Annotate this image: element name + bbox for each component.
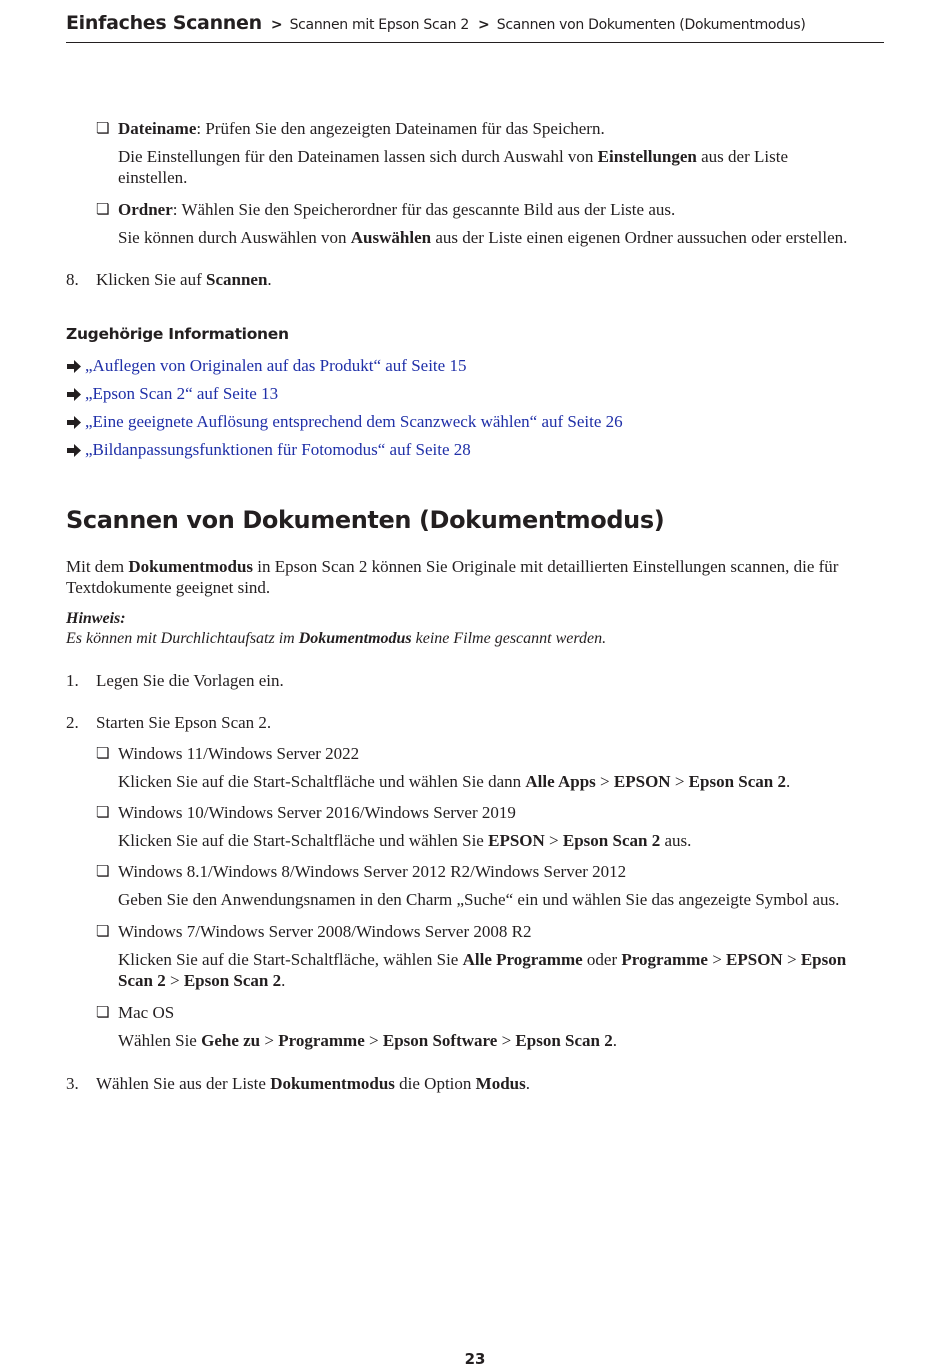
breadcrumb-separator: > xyxy=(478,17,490,33)
bullet-dateiname-note: Die Einstellungen für den Dateinamen lassen sich durch Auswahl von Einstellungen aus der Liste einstellen. xyxy=(118,147,788,187)
checkbox-bullet-icon: ❏ xyxy=(96,862,110,880)
checkbox-bullet-icon: ❏ xyxy=(96,922,110,940)
arrow-right-icon xyxy=(66,384,82,405)
section-intro: Mit dem Dokumentmodus in Epson Scan 2 können Sie Originale mit detaillierten Einstellungen scannen, die für Textdokumente geeignet sind. xyxy=(66,557,839,597)
related-info-heading: Zugehörige Informationen xyxy=(66,325,289,343)
bullet-ordner-note: Sie können durch Auswählen von Auswählen aus der Liste einen eigenen Ordner aussuchen oder erstellen. xyxy=(118,228,848,247)
breadcrumb-separator: > xyxy=(270,17,283,33)
bullet-label: Dateiname xyxy=(118,119,197,138)
related-link-bildanpassung[interactable]: „Bildanpassungsfunktionen für Fotomodus“ auf Seite 28 xyxy=(85,440,471,459)
step-number: 8. xyxy=(66,270,79,289)
step-3-text: Wählen Sie aus der Liste Dokumentmodus die Option Modus. xyxy=(96,1074,530,1093)
os-mac-instructions: Wählen Sie Gehe zu > Programme > Epson Software > Epson Scan 2. xyxy=(118,1031,617,1050)
related-link-epson-scan-2[interactable]: „Epson Scan 2“ auf Seite 13 xyxy=(85,384,279,403)
step-1-text: Legen Sie die Vorlagen ein. xyxy=(96,671,284,690)
note-text: Es können mit Durchlichtaufsatz im Dokumentmodus keine Filme gescannt werden. xyxy=(66,630,607,647)
os-win7-label: Windows 7/Windows Server 2008/Windows Server 2008 R2 xyxy=(118,922,532,941)
page-header xyxy=(66,12,884,43)
bullet-dateiname: Dateiname: Prüfen Sie den angezeigten Dateinamen für das Speichern. xyxy=(118,119,605,138)
arrow-right-icon xyxy=(66,356,82,377)
step-number: 2. xyxy=(66,713,79,732)
page-number: 23 xyxy=(464,1350,486,1368)
os-win10-label: Windows 10/Windows Server 2016/Windows Server 2019 xyxy=(118,803,516,822)
checkbox-bullet-icon: ❏ xyxy=(96,1003,110,1021)
os-win8-label: Windows 8.1/Windows 8/Windows Server 2012 R2/Windows Server 2012 xyxy=(118,862,627,881)
section-title: Scannen von Dokumenten (Dokumentmodus) xyxy=(66,506,665,534)
bullet-ordner: Ordner: Wählen Sie den Speicherordner für das gescannte Bild aus der Liste aus. xyxy=(118,200,676,219)
bullet-label: Ordner xyxy=(118,200,173,219)
os-win11-label: Windows 11/Windows Server 2022 xyxy=(118,744,360,763)
breadcrumb-scannen-mit-epson: Scannen mit Epson Scan 2 xyxy=(289,17,469,33)
breadcrumb-dokumentmodus: Scannen von Dokumenten (Dokumentmodus) xyxy=(496,17,806,33)
os-mac-label: Mac OS xyxy=(118,1003,175,1022)
header-title: Einfaches Scannen xyxy=(66,12,262,34)
related-link-aufloesung[interactable]: „Eine geeignete Auflösung entsprechend dem Scanzweck wählen“ auf Seite 26 xyxy=(85,412,623,431)
checkbox-bullet-icon: ❏ xyxy=(96,803,110,821)
os-win7-instructions: Klicken Sie auf die Start-Schaltfläche, wählen Sie Alle Programme oder Programme > EPSON > Epson Scan 2 > Epson Scan 2. xyxy=(118,950,847,990)
note-label: Hinweis: xyxy=(66,610,126,627)
step-number: 1. xyxy=(66,671,79,690)
step-8-text: Klicken Sie auf Scannen. xyxy=(96,270,272,289)
os-win11-instructions: Klicken Sie auf die Start-Schaltfläche und wählen Sie dann Alle Apps > EPSON > Epson Scan 2. xyxy=(118,772,791,791)
arrow-right-icon xyxy=(66,412,82,433)
related-link-auflegen[interactable]: „Auflegen von Originalen auf das Produkt“ auf Seite 15 xyxy=(85,356,467,375)
checkbox-bullet-icon: ❏ xyxy=(96,744,110,762)
checkbox-bullet-icon: ❏ xyxy=(96,119,110,137)
os-win10-instructions: Klicken Sie auf die Start-Schaltfläche und wählen Sie EPSON > Epson Scan 2 aus. xyxy=(118,831,692,850)
step-number: 3. xyxy=(66,1074,79,1093)
os-win8-instructions: Geben Sie den Anwendungsnamen in den Charm „Suche“ ein und wählen Sie das angezeigte Symbol aus. xyxy=(118,890,840,909)
step-2-text: Starten Sie Epson Scan 2. xyxy=(96,713,272,732)
arrow-right-icon xyxy=(66,440,82,461)
checkbox-bullet-icon: ❏ xyxy=(96,200,110,218)
